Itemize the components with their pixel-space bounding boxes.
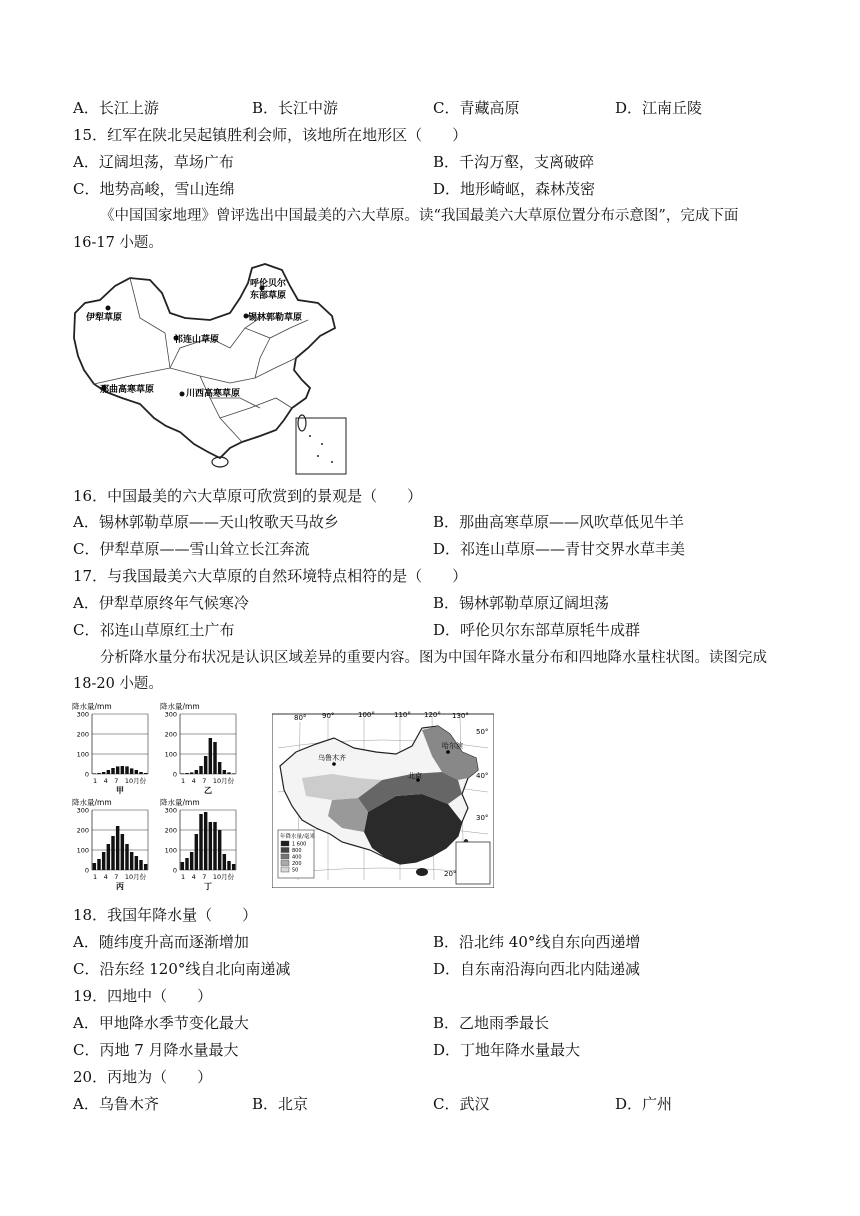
q16-stem: 16．中国最美的六大草原可欣赏到的景观是（ ） xyxy=(73,487,423,505)
legend-label: 50 xyxy=(292,867,299,874)
chart-xticks: 1 4 7 10月份 xyxy=(181,873,235,881)
precip-bar xyxy=(97,859,100,870)
label-naqu: 那曲高寒草原 xyxy=(100,385,155,395)
precip-bar xyxy=(144,773,147,774)
q18-stem: 18．我国年降水量（ ） xyxy=(73,906,258,924)
station-name: 乙 xyxy=(204,786,212,795)
precip-bar xyxy=(227,772,230,774)
legend-swatch xyxy=(281,848,289,853)
precip-bar xyxy=(125,766,128,774)
precip-bar xyxy=(195,770,198,774)
q19-option-c[interactable]: C．丙地 7 月降水量最大 xyxy=(73,1041,239,1059)
chart-ytick: 200 xyxy=(164,730,177,739)
precip-bar xyxy=(125,844,128,870)
label-chuanxi: 川西高寒草原 xyxy=(186,389,241,399)
legend-label: 200 xyxy=(292,861,302,867)
chart-ytick: 0 xyxy=(172,770,177,779)
label-yili: 伊犁草原 xyxy=(86,313,123,323)
precip-bar xyxy=(116,826,119,870)
q20-stem: 20．丙地为（ ） xyxy=(73,1068,213,1086)
precip-bar xyxy=(213,742,216,774)
precip-bar xyxy=(209,822,212,870)
q20-option-c[interactable]: C．武汉 xyxy=(433,1095,490,1113)
lon-120: 120° xyxy=(424,711,441,719)
chart-ytick: 300 xyxy=(164,710,177,719)
precip-bar xyxy=(190,772,193,774)
chart-ytick: 300 xyxy=(164,806,177,815)
precip-bar xyxy=(218,762,221,774)
q16-option-d[interactable]: D．祁连山草原——青甘交界水草丰美 xyxy=(433,540,686,558)
lon-130: 130° xyxy=(452,712,469,720)
chart-ylabel: 降水量/mm xyxy=(160,798,200,807)
q17-option-b[interactable]: B．锡林郭勒草原辽阔坦荡 xyxy=(433,594,610,612)
map-legend xyxy=(278,830,315,878)
chart-ytick: 100 xyxy=(76,750,89,759)
q17-option-a[interactable]: A．伊犁草原终年气候寒冷 xyxy=(73,594,249,612)
precip-bar xyxy=(107,844,110,870)
q14-option-d[interactable]: D．江南丘陵 xyxy=(615,99,703,117)
q20-option-a[interactable]: A．乌鲁木齐 xyxy=(73,1095,159,1113)
legend-swatch xyxy=(281,861,289,866)
precip-bar xyxy=(181,862,184,870)
precip-bar xyxy=(116,766,119,774)
q18-option-b[interactable]: B．沿北纬 40°线自东向西递增 xyxy=(433,933,641,951)
precip-bar xyxy=(121,766,124,774)
lon-90: 90° xyxy=(322,712,335,720)
legend-label: 1 600 xyxy=(292,841,307,848)
precip-bar xyxy=(111,836,114,870)
legend-swatch xyxy=(281,854,289,859)
passage2-line1: 分析降水量分布状况是认识区域差异的重要内容。图为中国年降水量分布和四地降水量柱状图。读图完成 xyxy=(100,650,767,666)
precip-bar xyxy=(223,770,226,774)
legend-label: 400 xyxy=(292,854,302,861)
q16-option-c[interactable]: C．伊犁草原——雪山耸立长江奔流 xyxy=(73,540,310,558)
q14-option-c[interactable]: C．青藏高原 xyxy=(433,99,520,117)
q15-option-b[interactable]: B．千沟万壑，支离破碎 xyxy=(433,153,595,171)
label-xilinguole: 锡林郭勒草原 xyxy=(248,313,303,323)
precip-bar xyxy=(144,864,147,870)
station-name: 丁 xyxy=(204,882,212,891)
chart-ylabel: 降水量/mm xyxy=(72,798,112,807)
precip-bar xyxy=(102,852,105,870)
chart-ylabel: 降水量/mm xyxy=(160,702,200,711)
precip-bar xyxy=(121,834,124,870)
chart-ylabel: 降水量/mm xyxy=(72,702,112,711)
precip-bar xyxy=(181,773,184,774)
precip-bar xyxy=(213,822,216,870)
q18-option-c[interactable]: C．沿东经 120°线自北向南递减 xyxy=(73,960,291,978)
precip-bar xyxy=(199,814,202,870)
legend-swatch xyxy=(281,841,289,846)
grassland-map xyxy=(70,258,352,478)
chart-ytick: 100 xyxy=(164,750,177,759)
lat-20: 20° xyxy=(444,870,457,878)
q17-option-d[interactable]: D．呼伦贝尔东部草原牦牛成群 xyxy=(433,621,641,639)
q15-option-d[interactable]: D．地形崎岖，森林茂密 xyxy=(433,180,596,198)
q16-option-a[interactable]: A．锡林郭勒草原——天山牧歌天马故乡 xyxy=(73,513,339,531)
precip-charts xyxy=(70,700,245,892)
chart-ytick: 200 xyxy=(76,826,89,835)
chart-xticks: 1 4 7 10月份 xyxy=(181,777,235,785)
chart-xticks: 1 4 7 10月份 xyxy=(93,873,147,881)
q19-option-d[interactable]: D．丁地年降水量最大 xyxy=(433,1041,581,1059)
q17-stem: 17．与我国最美六大草原的自然环境特点相符的是（ ） xyxy=(73,567,468,585)
chart-ytick: 100 xyxy=(76,846,89,855)
q19-option-b[interactable]: B．乙地雨季最长 xyxy=(433,1014,550,1032)
precip-bar xyxy=(107,770,110,774)
legend-swatch xyxy=(281,867,289,872)
lat-40: 40° xyxy=(476,772,489,780)
city-harbin: 哈尔滨 xyxy=(442,742,463,750)
lat-50: 50° xyxy=(476,728,489,736)
q18-option-d[interactable]: D．自东南沿海向西北内陆递减 xyxy=(433,960,641,978)
chart-ytick: 300 xyxy=(76,710,89,719)
lat-30: 30° xyxy=(476,814,489,822)
city-beijing: 北京 xyxy=(408,772,422,780)
legend-title: 年降水量/毫米 xyxy=(280,834,315,840)
lon-80: 80° xyxy=(294,714,307,722)
precip-bar xyxy=(185,858,188,870)
precip-bar xyxy=(232,773,235,774)
station-name: 甲 xyxy=(116,786,124,795)
lon-100: 100° xyxy=(358,711,375,719)
chart-ytick: 100 xyxy=(164,846,177,855)
precip-bar xyxy=(199,766,202,774)
passage1-line2: 16-17 小题。 xyxy=(73,235,163,251)
lon-110: 110° xyxy=(394,711,411,719)
precip-bar xyxy=(227,861,230,870)
precip-bar xyxy=(209,738,212,774)
precip-bar xyxy=(223,854,226,870)
precip-bar xyxy=(204,756,207,774)
precip-bar xyxy=(111,768,114,774)
q20-option-b[interactable]: B．北京 xyxy=(252,1095,309,1113)
passage1-line1: 《中国国家地理》曾评选出中国最美的六大草原。读“我国最美六大草原位置分布示意图”，完成下面 xyxy=(100,208,739,224)
chart-ytick: 200 xyxy=(164,826,177,835)
label-qilianshan: 祁连山草原 xyxy=(174,335,220,345)
chart-ytick: 0 xyxy=(172,866,177,875)
precip-bar xyxy=(195,834,198,870)
precip-bar xyxy=(93,863,96,870)
china-precip-map xyxy=(272,708,494,888)
chart-ytick: 0 xyxy=(84,770,89,779)
q14-option-b[interactable]: B．长江中游 xyxy=(252,99,339,117)
q15-stem: 15．红军在陕北吴起镇胜利会师，该地所在地形区（ ） xyxy=(73,126,468,144)
station-name: 丙 xyxy=(116,882,124,891)
precip-bar xyxy=(135,856,138,870)
precip-bar xyxy=(130,768,133,774)
precip-bar xyxy=(102,772,105,774)
precip-bar xyxy=(130,852,133,870)
q18-option-a[interactable]: A．随纬度升高而逐渐增加 xyxy=(73,933,249,951)
precip-bar xyxy=(232,864,235,870)
label-hulunbeier: 呼伦贝尔 xyxy=(250,279,287,289)
chart-ytick: 200 xyxy=(76,730,89,739)
passage2-line2: 18-20 小题。 xyxy=(73,676,163,692)
q14-option-a[interactable]: A．长江上游 xyxy=(73,99,159,117)
q20-option-d[interactable]: D．广州 xyxy=(615,1095,673,1113)
chart-ytick: 0 xyxy=(84,866,89,875)
precip-bar xyxy=(185,773,188,774)
q19-stem: 19．四地中（ ） xyxy=(73,987,213,1005)
precip-bar xyxy=(218,830,221,870)
precip-bar xyxy=(139,860,142,870)
q15-option-a[interactable]: A．辽阔坦荡，草场广布 xyxy=(73,153,234,171)
legend-label: 800 xyxy=(292,848,302,854)
q15-option-c[interactable]: C．地势高峻，雪山连绵 xyxy=(73,180,235,198)
q17-option-c[interactable]: C．祁连山草原红土广布 xyxy=(73,621,235,639)
label-dongbu: 东部草原 xyxy=(250,291,287,301)
precip-bar xyxy=(190,852,193,870)
precip-bar xyxy=(93,773,96,774)
q16-option-b[interactable]: B．那曲高寒草原——风吹草低见牛羊 xyxy=(433,513,685,531)
chart-ytick: 300 xyxy=(76,806,89,815)
precip-bar xyxy=(97,773,100,774)
precip-bar xyxy=(204,812,207,870)
city-urumqi: 乌鲁木齐 xyxy=(318,754,346,762)
precip-bar xyxy=(135,770,138,774)
chart-xticks: 1 4 7 10月份 xyxy=(93,777,147,785)
q19-option-a[interactable]: A．甲地降水季节变化最大 xyxy=(73,1014,249,1032)
precip-bar xyxy=(139,772,142,774)
